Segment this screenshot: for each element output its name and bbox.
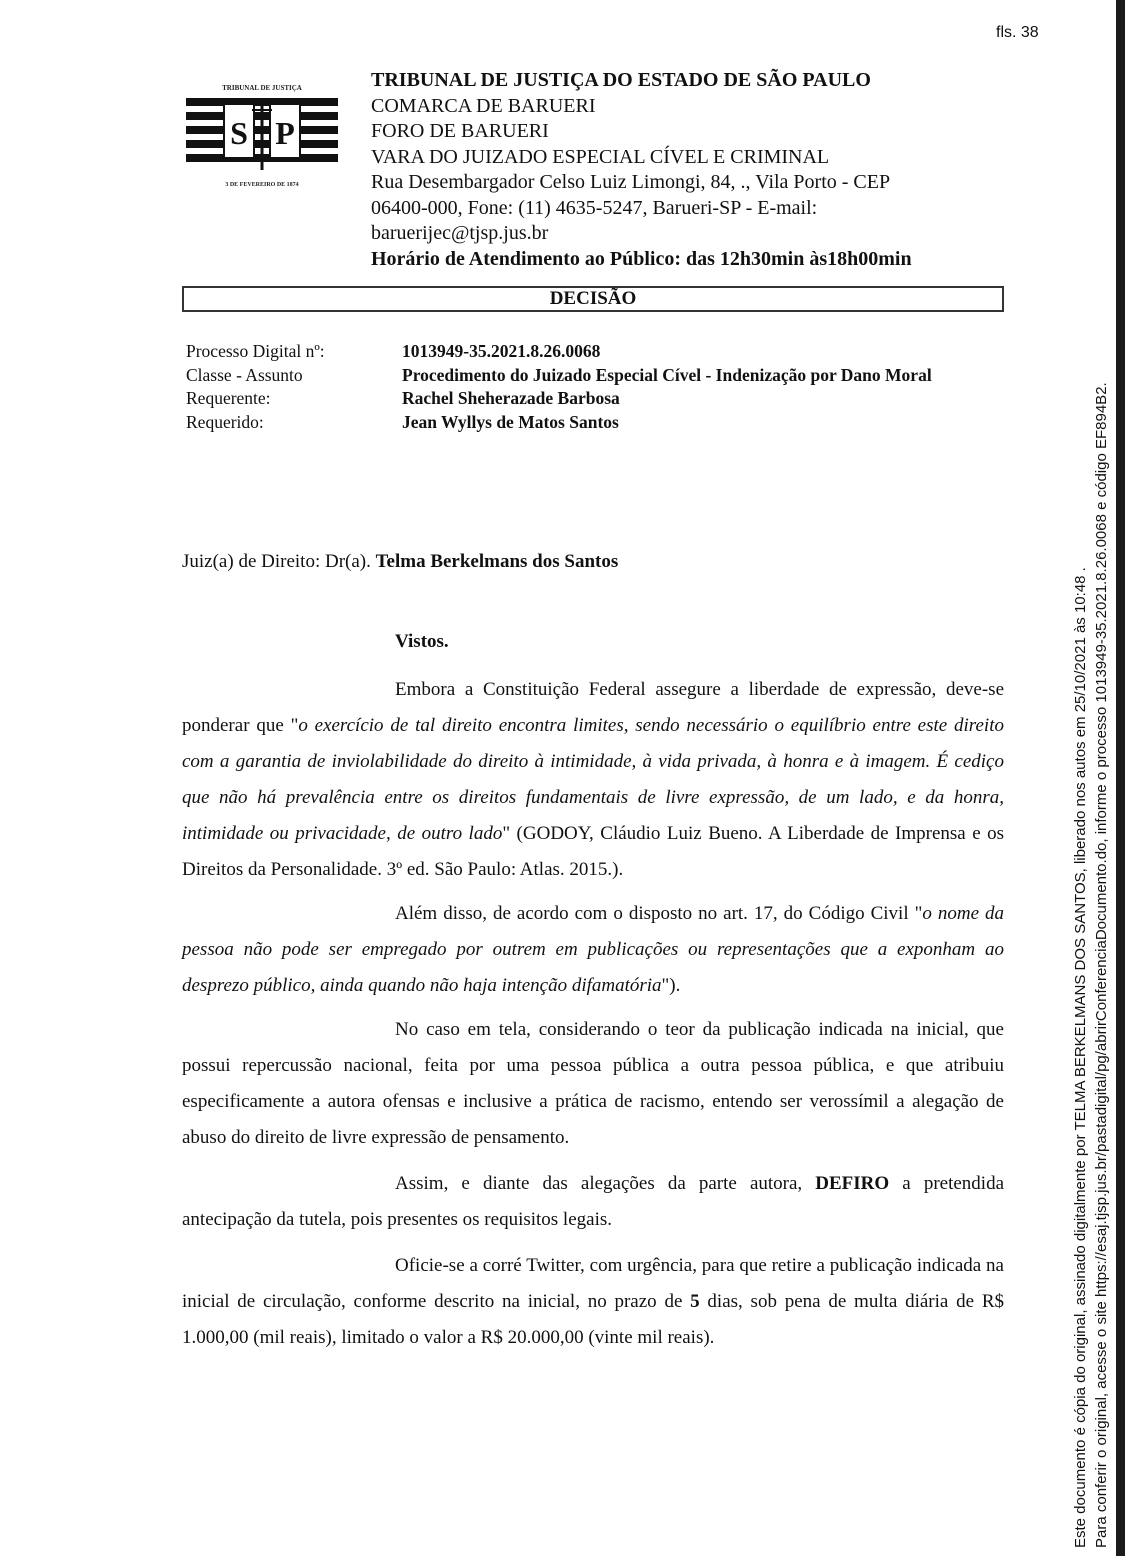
case-info-label: Classe - Assunto <box>186 364 303 385</box>
paragraph-text: Embora a Constituição Federal assegure a liberdade de expressão, deve-se ponderar que " <box>182 679 1004 736</box>
email: baruerijec@tjsp.jus.br <box>371 222 549 244</box>
case-class: Procedimento do Juizado Especial Cível - Indenização por Dano Moral <box>402 364 932 385</box>
case-info <box>186 340 932 434</box>
paragraph-3 <box>182 1012 1004 1156</box>
paragraph-2 <box>182 896 1004 1004</box>
svg-text:S: S <box>230 115 248 151</box>
paragraph-text: No caso em tela, considerando o teor da publicação indicada na inicial, que possui repercussão nacional, feita por uma pessoa pública a outra pessoa pública, e que atribuiu especificamente a autora ofensas e inclusive a prática de racismo, entendo ser verossímil a alegação de abuso do direito de livre expressão de pensamento. <box>182 1019 1004 1148</box>
judge-line <box>182 551 618 573</box>
vara: VARA DO JUIZADO ESPECIAL CÍVEL E CRIMINAL <box>371 145 830 168</box>
page-number: fls. 38 <box>996 24 1039 41</box>
svg-text:P: P <box>275 115 295 151</box>
case-info-row <box>186 411 932 435</box>
verification-note: Para conferir o original, acesse o site https://esaj.tjsp.jus.br/pastadigital/pg/abrirConferenciaDocumento.do, informe o processo 1013949-35.2021.8.26.0068 e código EF894B2. <box>1093 382 1110 1548</box>
page-edge-shadow <box>1116 0 1125 1556</box>
defendant: Jean Wyllys de Matos Santos <box>402 411 619 432</box>
plaintiff: Rachel Sheherazade Barbosa <box>402 388 620 408</box>
court-header <box>371 68 1011 272</box>
paragraph-text: "). <box>661 975 681 996</box>
svg-text:3 DE FEVEREIRO DE 1874: 3 DE FEVEREIRO DE 1874 <box>225 182 299 188</box>
case-info-row <box>186 340 932 364</box>
address-line-1: Rua Desembargador Celso Luiz Limongi, 84, ., Vila Porto - CEP <box>371 171 891 193</box>
court-seal-logo <box>186 78 338 190</box>
office-hours: Horário de Atendimento ao Público: das 12h30min às18h00min <box>371 247 912 270</box>
quote-text: o nome da pessoa não pode ser empregado por outrem em publicações ou representações que a exponham ao desprezo público, ainda quando não haja intenção difamatória <box>182 903 1005 996</box>
paragraph-text: Assim, e diante das alegações da parte autora, <box>395 1173 816 1194</box>
paragraph-text: Além disso, de acordo com o disposto no art. 17, do Código Civil " <box>395 903 923 924</box>
judge-name: Telma Berkelmans dos Santos <box>375 551 619 572</box>
paragraph-5 <box>182 1248 1004 1356</box>
deferral-word: DEFIRO <box>815 1173 890 1194</box>
svg-text:TRIBUNAL DE JUSTIÇA: TRIBUNAL DE JUSTIÇA <box>222 84 302 92</box>
case-info-label: Requerente: <box>186 388 271 408</box>
judge-label: Juiz(a) de Direito: Dr(a). <box>182 551 371 572</box>
foro: FORO DE BARUERI <box>371 120 549 142</box>
vistos-heading: Vistos. <box>395 631 449 652</box>
case-number: 1013949-35.2021.8.26.0068 <box>402 341 601 361</box>
deadline-days: 5 <box>690 1291 700 1312</box>
address-line-2: 06400-000, Fone: (11) 4635-5247, Barueri-SP - E-mail: <box>371 196 818 219</box>
case-info-row <box>186 364 932 388</box>
paragraph-text: dias, sob pena de multa diária de R$ 1.000,00 (mil reais), limitado o valor a R$ 20.000,00 (vinte mil reais). <box>182 1291 1004 1348</box>
document-type-title: DECISÃO <box>182 286 1004 312</box>
case-info-row <box>186 387 932 411</box>
case-info-label: Processo Digital nº: <box>186 341 325 361</box>
paragraph-4 <box>182 1166 1004 1238</box>
quote-text: o exercício de tal direito encontra limites, sendo necessário o equilíbrio entre este direito com a garantia de inviolabilidade do direito à intimidade, à vida privada, à honra e à imagem. É cediço que não há prevalência entre os direitos fundamentais de livre expressão, de um lado, e da honra, intimidade ou privacidade, de outro lado <box>182 715 1004 844</box>
paragraph-text: a pretendida antecipação da tutela, pois presentes os requisitos legais. <box>182 1173 1005 1230</box>
court-name: TRIBUNAL DE JUSTIÇA DO ESTADO DE SÃO PAULO <box>371 69 871 91</box>
paragraph-text: Oficie-se a corré Twitter, com urgência, para que retire a publicação indicada na inicial de circulação, conforme descrito na inicial, no prazo de <box>182 1255 1004 1312</box>
paragraph-1 <box>182 672 1004 888</box>
paragraph-text: " (GODOY, Cláudio Luiz Bueno. A Liberdade de Imprensa e os Direitos da Personalidade. 3º ed. São Paulo: Atlas. 2015.). <box>182 823 1004 880</box>
digital-signature-note: Este documento é cópia do original, assinado digitalmente por TELMA BERKELMANS DOS SANTOS, liberado nos autos em 25/10/2021 às 10:48 . <box>1072 567 1089 1548</box>
case-info-label: Requerido: <box>186 411 264 432</box>
comarca: COMARCA DE BARUERI <box>371 94 596 117</box>
